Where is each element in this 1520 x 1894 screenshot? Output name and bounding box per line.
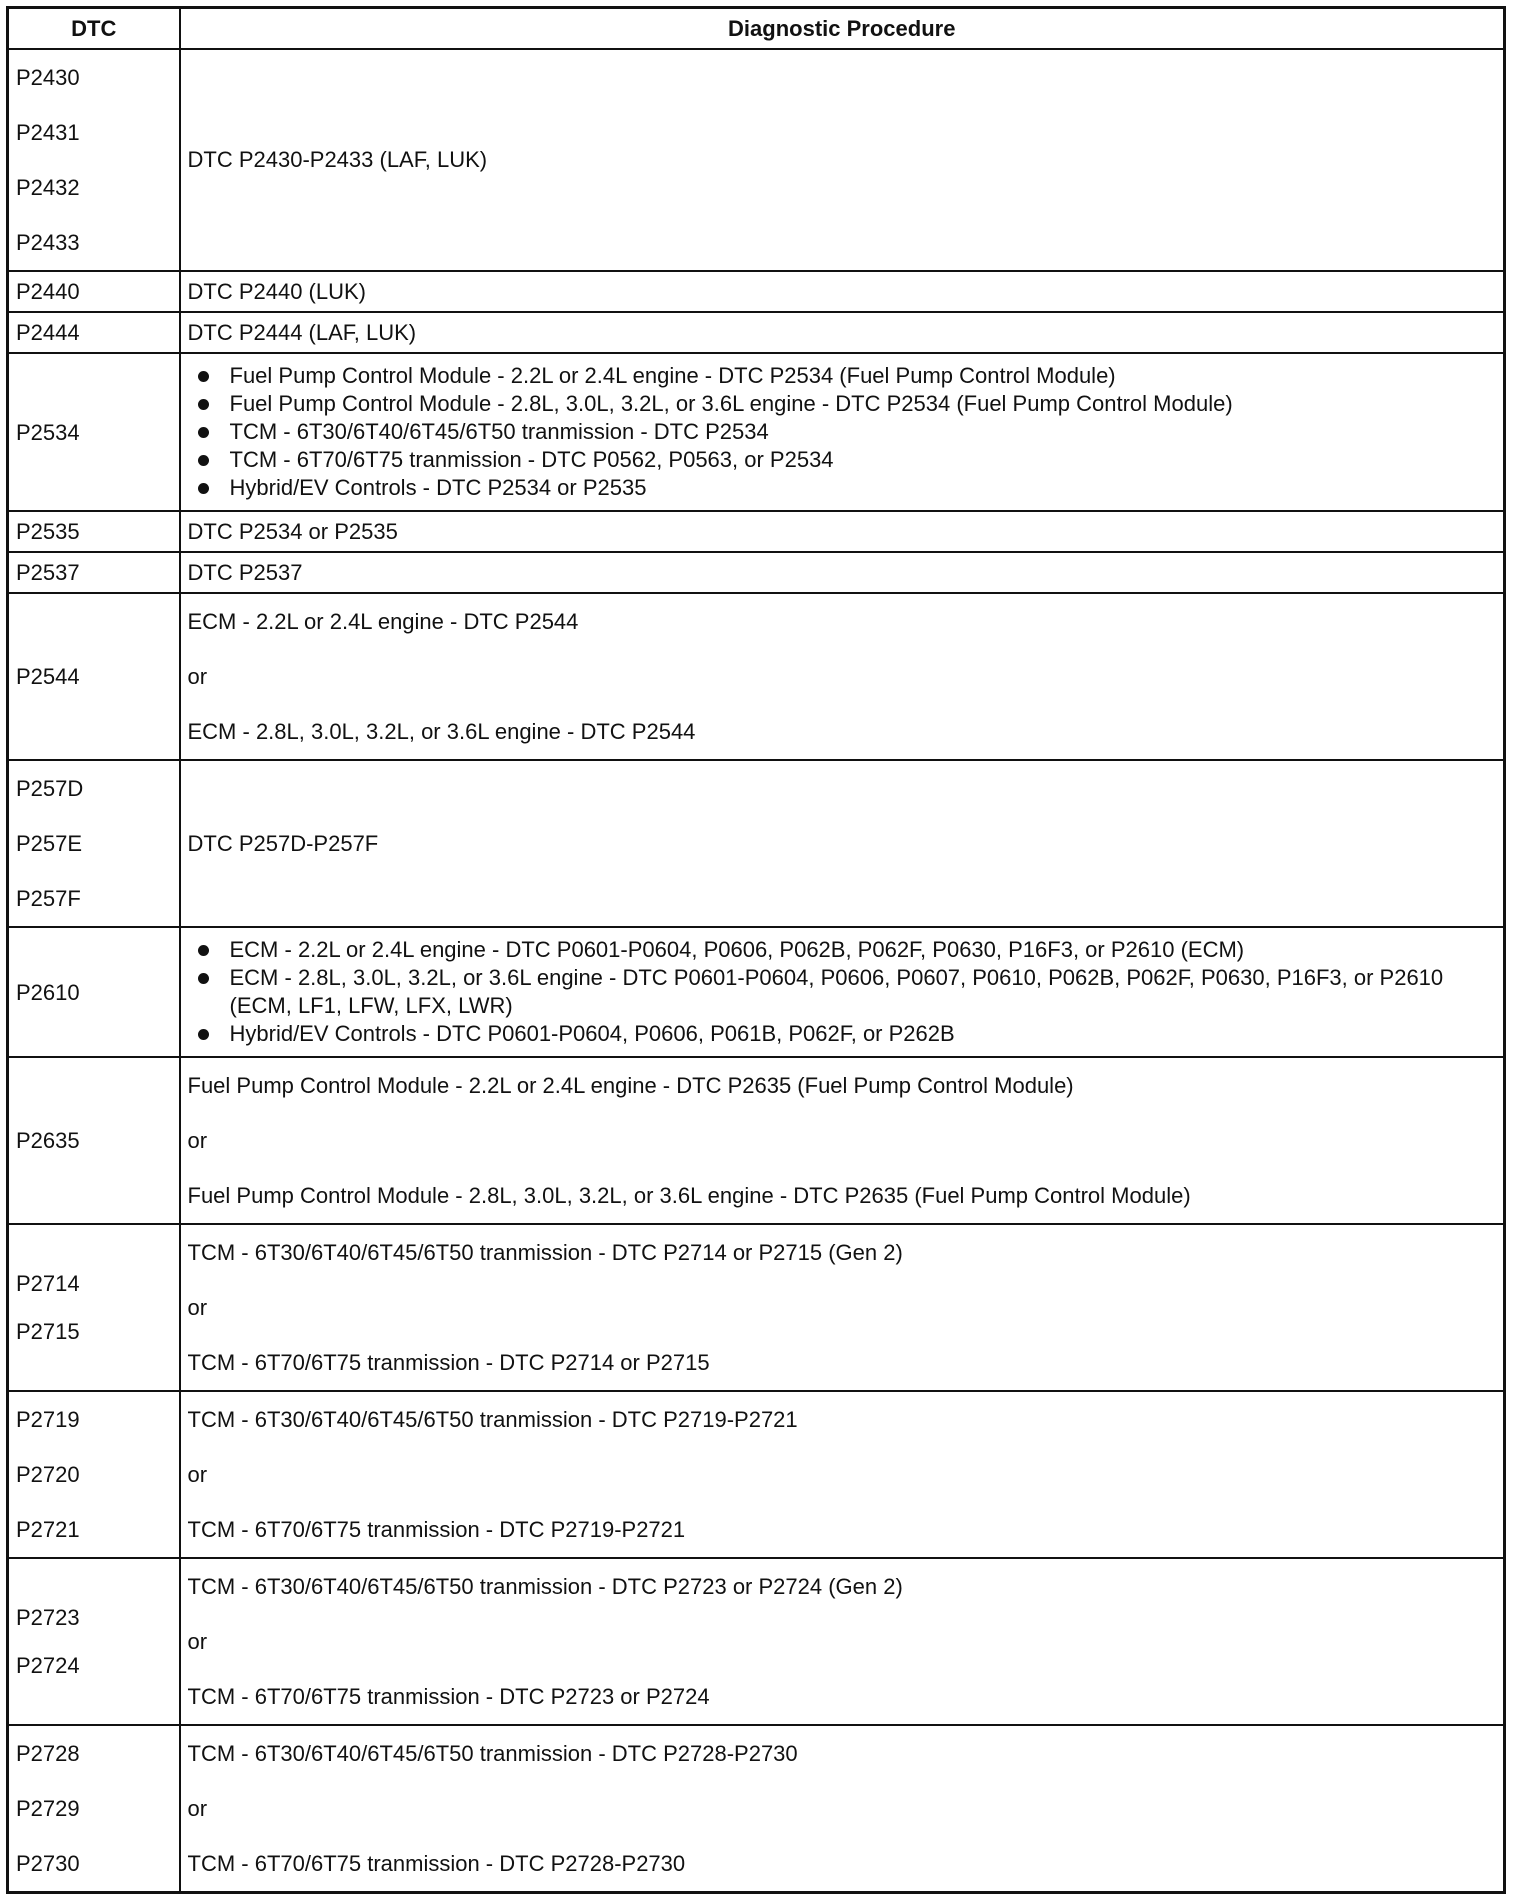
dtc-cell	[8, 1057, 180, 1224]
table-row	[8, 593, 1505, 760]
procedure-cell	[180, 49, 1505, 271]
procedure-cell	[180, 760, 1505, 927]
table-row	[8, 1224, 1505, 1391]
dtc-code: P257F	[16, 886, 81, 911]
table-row	[8, 1057, 1505, 1224]
table-row	[8, 1725, 1505, 1893]
bullet-icon	[198, 455, 209, 466]
procedure-text: TCM - 6T70/6T75 tranmission - DTC P0562, P0563, or P2534	[229, 447, 834, 472]
procedure-cell	[180, 353, 1505, 511]
procedure-text: TCM - 6T30/6T40/6T45/6T50 tranmission - DTC P2728-P2730	[187, 1741, 798, 1766]
dtc-column-header: DTC	[8, 8, 180, 50]
table-row	[8, 312, 1505, 353]
dtc-code: P2610	[16, 979, 80, 1005]
procedure-cell	[180, 511, 1505, 552]
procedure-column-header: Diagnostic Procedure	[180, 8, 1505, 50]
dtc-cell	[8, 1558, 180, 1725]
bullet-icon	[198, 483, 209, 494]
dtc-cell	[8, 271, 180, 312]
procedure-bullet-item	[181, 1020, 1497, 1048]
dtc-code: P2724	[16, 1652, 80, 1678]
procedure-text: DTC P257D-P257F	[187, 831, 379, 856]
or-separator: or	[187, 1128, 208, 1153]
dtc-procedure-table	[6, 6, 1506, 1894]
procedure-text: ECM - 2.2L or 2.4L engine - DTC P2544	[187, 609, 579, 634]
bullet-icon	[198, 945, 209, 956]
dtc-code: P2728	[16, 1741, 80, 1766]
bullet-icon	[198, 371, 209, 382]
procedure-text: Hybrid/EV Controls - DTC P2534 or P2535	[229, 475, 647, 500]
dtc-code: P257E	[16, 831, 83, 856]
bullet-icon	[198, 1029, 209, 1040]
procedure-text: ECM - 2.2L or 2.4L engine - DTC P0601-P0604, P0606, P062B, P062F, P0630, P16F3, or P2610 (ECM)	[229, 937, 1245, 962]
dtc-cell	[8, 760, 180, 927]
table-row	[8, 1558, 1505, 1725]
table-row	[8, 511, 1505, 552]
table-body	[8, 49, 1505, 1893]
procedure-cell	[180, 1224, 1505, 1391]
bullet-icon	[198, 973, 209, 984]
dtc-cell	[8, 312, 180, 353]
dtc-code: P2714	[16, 1270, 80, 1296]
procedure-cell	[180, 271, 1505, 312]
dtc-code: P2432	[16, 175, 80, 200]
procedure-text: TCM - 6T30/6T40/6T45/6T50 tranmission - DTC P2723 or P2724 (Gen 2)	[187, 1574, 903, 1599]
dtc-cell	[8, 1391, 180, 1558]
procedure-cell	[180, 1391, 1505, 1558]
procedure-bullet-item	[181, 446, 1497, 474]
procedure-bullet-item	[181, 964, 1497, 1020]
dtc-code: P2440	[16, 279, 80, 304]
table-row	[8, 552, 1505, 593]
procedure-text: ECM - 2.8L, 3.0L, 3.2L, or 3.6L engine - DTC P0601-P0604, P0606, P0607, P0610, P062B, P062F, P0630, P16F3, or P2610 (ECM, LF1, LFW, LFX, LWR)	[229, 965, 1444, 1018]
dtc-cell	[8, 49, 180, 271]
procedure-text: DTC P2430-P2433 (LAF, LUK)	[187, 147, 488, 172]
dtc-code: P2537	[16, 560, 80, 585]
dtc-code: P2719	[16, 1407, 80, 1432]
procedure-bullet-item	[181, 362, 1497, 390]
procedure-text: Hybrid/EV Controls - DTC P0601-P0604, P0606, P061B, P062F, or P262B	[229, 1021, 955, 1046]
procedure-bullet-list	[181, 354, 1497, 510]
or-separator: or	[187, 1462, 208, 1487]
table-row	[8, 927, 1505, 1057]
procedure-text: ECM - 2.8L, 3.0L, 3.2L, or 3.6L engine - DTC P2544	[187, 719, 696, 744]
dtc-code: P2715	[16, 1318, 80, 1344]
procedure-cell	[180, 1558, 1505, 1725]
procedure-text: TCM - 6T70/6T75 tranmission - DTC P2728-P2730	[187, 1851, 686, 1876]
procedure-bullet-item	[181, 936, 1497, 964]
procedure-text: TCM - 6T70/6T75 tranmission - DTC P2723 or P2724	[187, 1684, 710, 1709]
dtc-cell	[8, 593, 180, 760]
procedure-text: TCM - 6T30/6T40/6T45/6T50 tranmission - DTC P2534	[229, 419, 769, 444]
dtc-code: P2635	[16, 1128, 80, 1153]
procedure-cell	[180, 1725, 1505, 1893]
dtc-code: P2433	[16, 230, 80, 255]
dtc-code: P2431	[16, 120, 80, 145]
dtc-cell	[8, 511, 180, 552]
procedure-bullet-item	[181, 390, 1497, 418]
procedure-text: Fuel Pump Control Module - 2.2L or 2.4L engine - DTC P2635 (Fuel Pump Control Module)	[187, 1073, 1074, 1098]
dtc-code: P2729	[16, 1796, 80, 1821]
procedure-cell	[180, 1057, 1505, 1224]
or-separator: or	[187, 664, 208, 689]
procedure-text: Fuel Pump Control Module - 2.8L, 3.0L, 3.2L, or 3.6L engine - DTC P2534 (Fuel Pump Control Module)	[229, 391, 1233, 416]
dtc-code: P2444	[16, 320, 80, 345]
dtc-cell	[8, 353, 180, 511]
or-separator: or	[187, 1796, 208, 1821]
procedure-cell	[180, 593, 1505, 760]
procedure-bullet-list	[181, 928, 1497, 1056]
table-row	[8, 271, 1505, 312]
dtc-code: P2535	[16, 519, 80, 544]
procedure-text: TCM - 6T30/6T40/6T45/6T50 tranmission - DTC P2714 or P2715 (Gen 2)	[187, 1240, 903, 1265]
dtc-code: P2720	[16, 1462, 80, 1487]
procedure-bullet-item	[181, 474, 1497, 502]
procedure-text: TCM - 6T70/6T75 tranmission - DTC P2719-P2721	[187, 1517, 686, 1542]
dtc-code: P2723	[16, 1604, 80, 1630]
procedure-bullet-item	[181, 418, 1497, 446]
procedure-text: Fuel Pump Control Module - 2.2L or 2.4L engine - DTC P2534 (Fuel Pump Control Module)	[229, 363, 1116, 388]
bullet-icon	[198, 427, 209, 438]
procedure-text: TCM - 6T70/6T75 tranmission - DTC P2714 or P2715	[187, 1350, 710, 1375]
procedure-cell	[180, 312, 1505, 353]
procedure-cell	[180, 552, 1505, 593]
procedure-text: DTC P2534 or P2535	[187, 519, 398, 544]
table-row	[8, 760, 1505, 927]
procedure-cell	[180, 927, 1505, 1057]
dtc-cell	[8, 927, 180, 1057]
table-header-row	[8, 8, 1505, 50]
bullet-icon	[198, 399, 209, 410]
procedure-text: TCM - 6T30/6T40/6T45/6T50 tranmission - DTC P2719-P2721	[187, 1407, 798, 1432]
procedure-text: Fuel Pump Control Module - 2.8L, 3.0L, 3.2L, or 3.6L engine - DTC P2635 (Fuel Pump Control Module)	[187, 1183, 1191, 1208]
dtc-code: P257D	[16, 776, 84, 801]
procedure-text: DTC P2444 (LAF, LUK)	[187, 320, 417, 345]
table-row	[8, 1391, 1505, 1558]
table-row	[8, 49, 1505, 271]
dtc-cell	[8, 1224, 180, 1391]
dtc-code: P2534	[16, 419, 80, 445]
dtc-code: P2430	[16, 65, 80, 90]
dtc-code: P2730	[16, 1851, 80, 1876]
dtc-cell	[8, 1725, 180, 1893]
dtc-code: P2721	[16, 1517, 80, 1542]
procedure-text: DTC P2537	[187, 560, 303, 585]
table-row	[8, 353, 1505, 511]
procedure-text: DTC P2440 (LUK)	[187, 279, 367, 304]
or-separator: or	[187, 1629, 208, 1654]
or-separator: or	[187, 1295, 208, 1320]
dtc-code: P2544	[16, 664, 80, 689]
dtc-cell	[8, 552, 180, 593]
